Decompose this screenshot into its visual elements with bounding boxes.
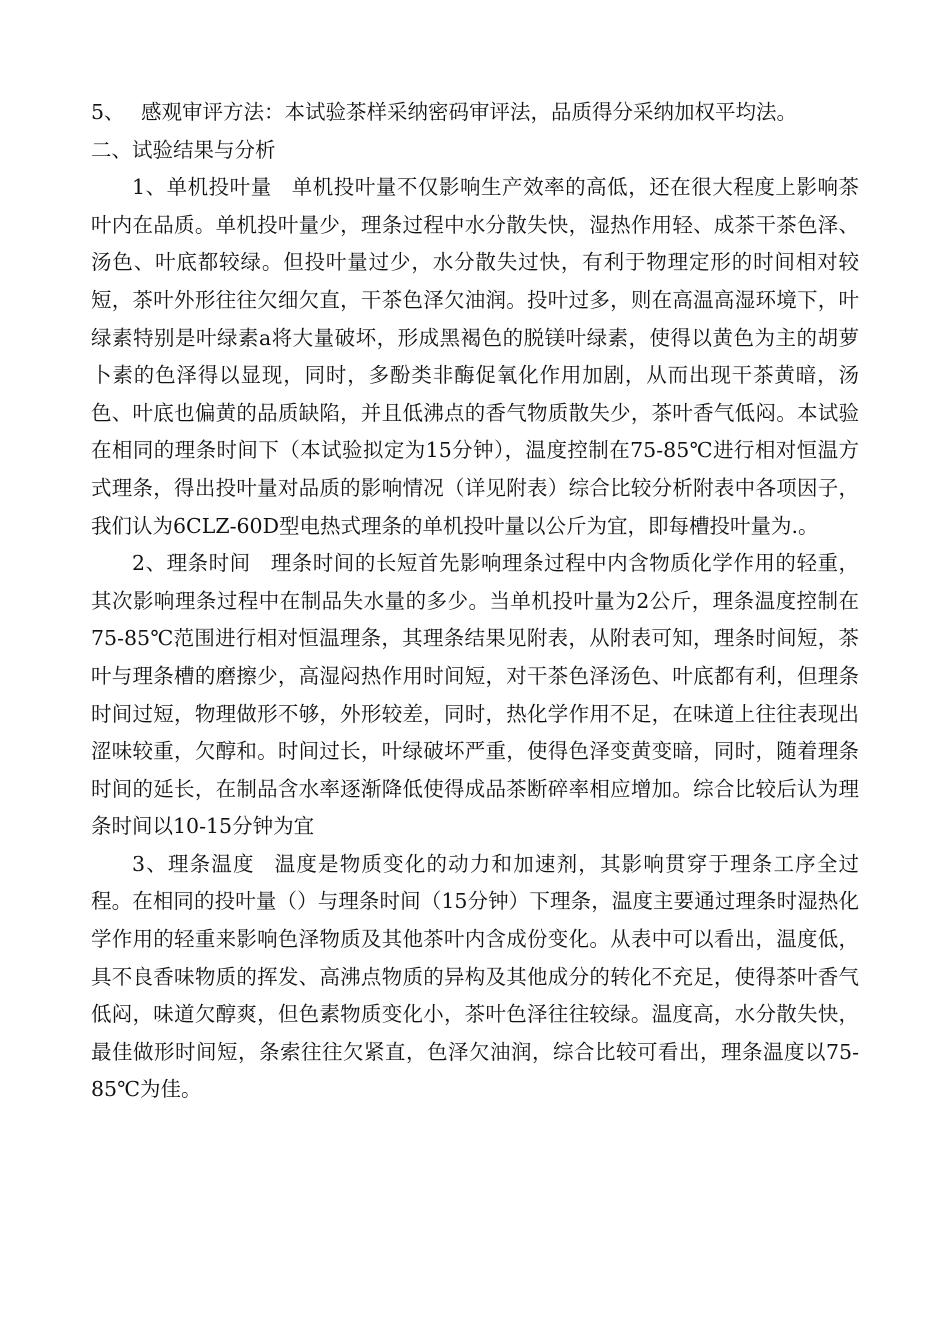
- list-item-text: 感观审评方法：本试验茶样采纳密码审评法，品质得分采纳加权平均法。: [141, 100, 797, 124]
- paragraph-1: [91, 169, 859, 545]
- paragraph-body: 温度是物质变化的动力和加速剂，其影响贯穿于理条工序全过程。在相同的投叶量（）与理条时间（15分钟）下理条，温度主要通过理条时湿热化学作用的轻重来影响色泽物质及其他茶叶内含成份变化。从表中可以看出，温度低，具不良香味物质的挥发、高沸点物质的异构及其他成分的转化不充足，使得茶叶香气低闷，味道欠醇爽，但色素物质变化小，茶叶色泽往往较绿。温度高，水分散失快，最佳做形时间短，条索往往欠紧直，色泽欠油润，综合比较可看出，理条温度以75-85℃为佳。: [91, 851, 860, 1102]
- list-item-5: [91, 94, 859, 132]
- list-item-number: 5、: [91, 100, 125, 124]
- paragraph-body: 理条时间的长短首先影响理条过程中内含物质化学作用的轻重，其次影响理条过程中在制品失水量的多少。当单机投叶量为2公斤，理条温度控制在75-85℃范围进行相对恒温理条，其理条结果见附表，从附表可知，理条时间短，茶叶与理条槽的磨擦少，高湿闷热作用时间短，对干茶色泽汤色、叶底都有利，但理条时间过短，物理做形不够，外形较差，同时，热化学作用不足，在味道上往往表现出涩味较重，欠醇和。时间过长，叶绿破坏严重，使得色泽变黄变暗，同时，随着理条时间的延长，在制品含水率逐渐降低使得成品茶断碎率相应增加。综合比较后认为理条时间以10-15分钟为宜: [91, 551, 859, 839]
- paragraph-body: 单机投叶量不仅影响生产效率的高低，还在很大程度上影响茶叶内在品质。单机投叶量少，理条过程中水分散失快，湿热作用轻、成茶干茶色泽、汤色、叶底都较绿。但投叶量过少，水分散失过快，有利于物理定形的时间相对较短，茶叶外形往往欠细欠直，干茶色泽欠油润。投叶过多，则在高温高湿环境下，叶绿素特别是叶绿素a将大量破坏，形成黑褐色的脱镁叶绿素，使得以黄色为主的胡萝卜素的色泽得以显现，同时，多酚类非酶促氧化作用加剧，从而出现干茶黄暗，汤色、叶底也偏黄的品质缺陷，并且低沸点的香气物质散失少，茶叶香气低闷。本试验在相同的理条时间下（本试验拟定为15分钟），温度控制在75-85℃进行相对恒温方式理条，得出投叶量对品质的影响情况（详见附表）综合比较分析附表中各项因子，我们认为6CLZ-60D型电热式理条的单机投叶量以公斤为宜，即每槽投叶量为.。: [91, 175, 859, 538]
- document-body: [91, 94, 859, 1109]
- paragraph-lead: 2、理条时间: [132, 551, 251, 576]
- paragraph-lead: 3、理条温度: [132, 851, 255, 876]
- paragraph-lead: 1、单机投叶量: [132, 175, 272, 200]
- paragraph-3: [91, 846, 859, 1109]
- paragraph-2: [91, 545, 859, 846]
- section-heading: 二、试验结果与分析: [91, 137, 276, 162]
